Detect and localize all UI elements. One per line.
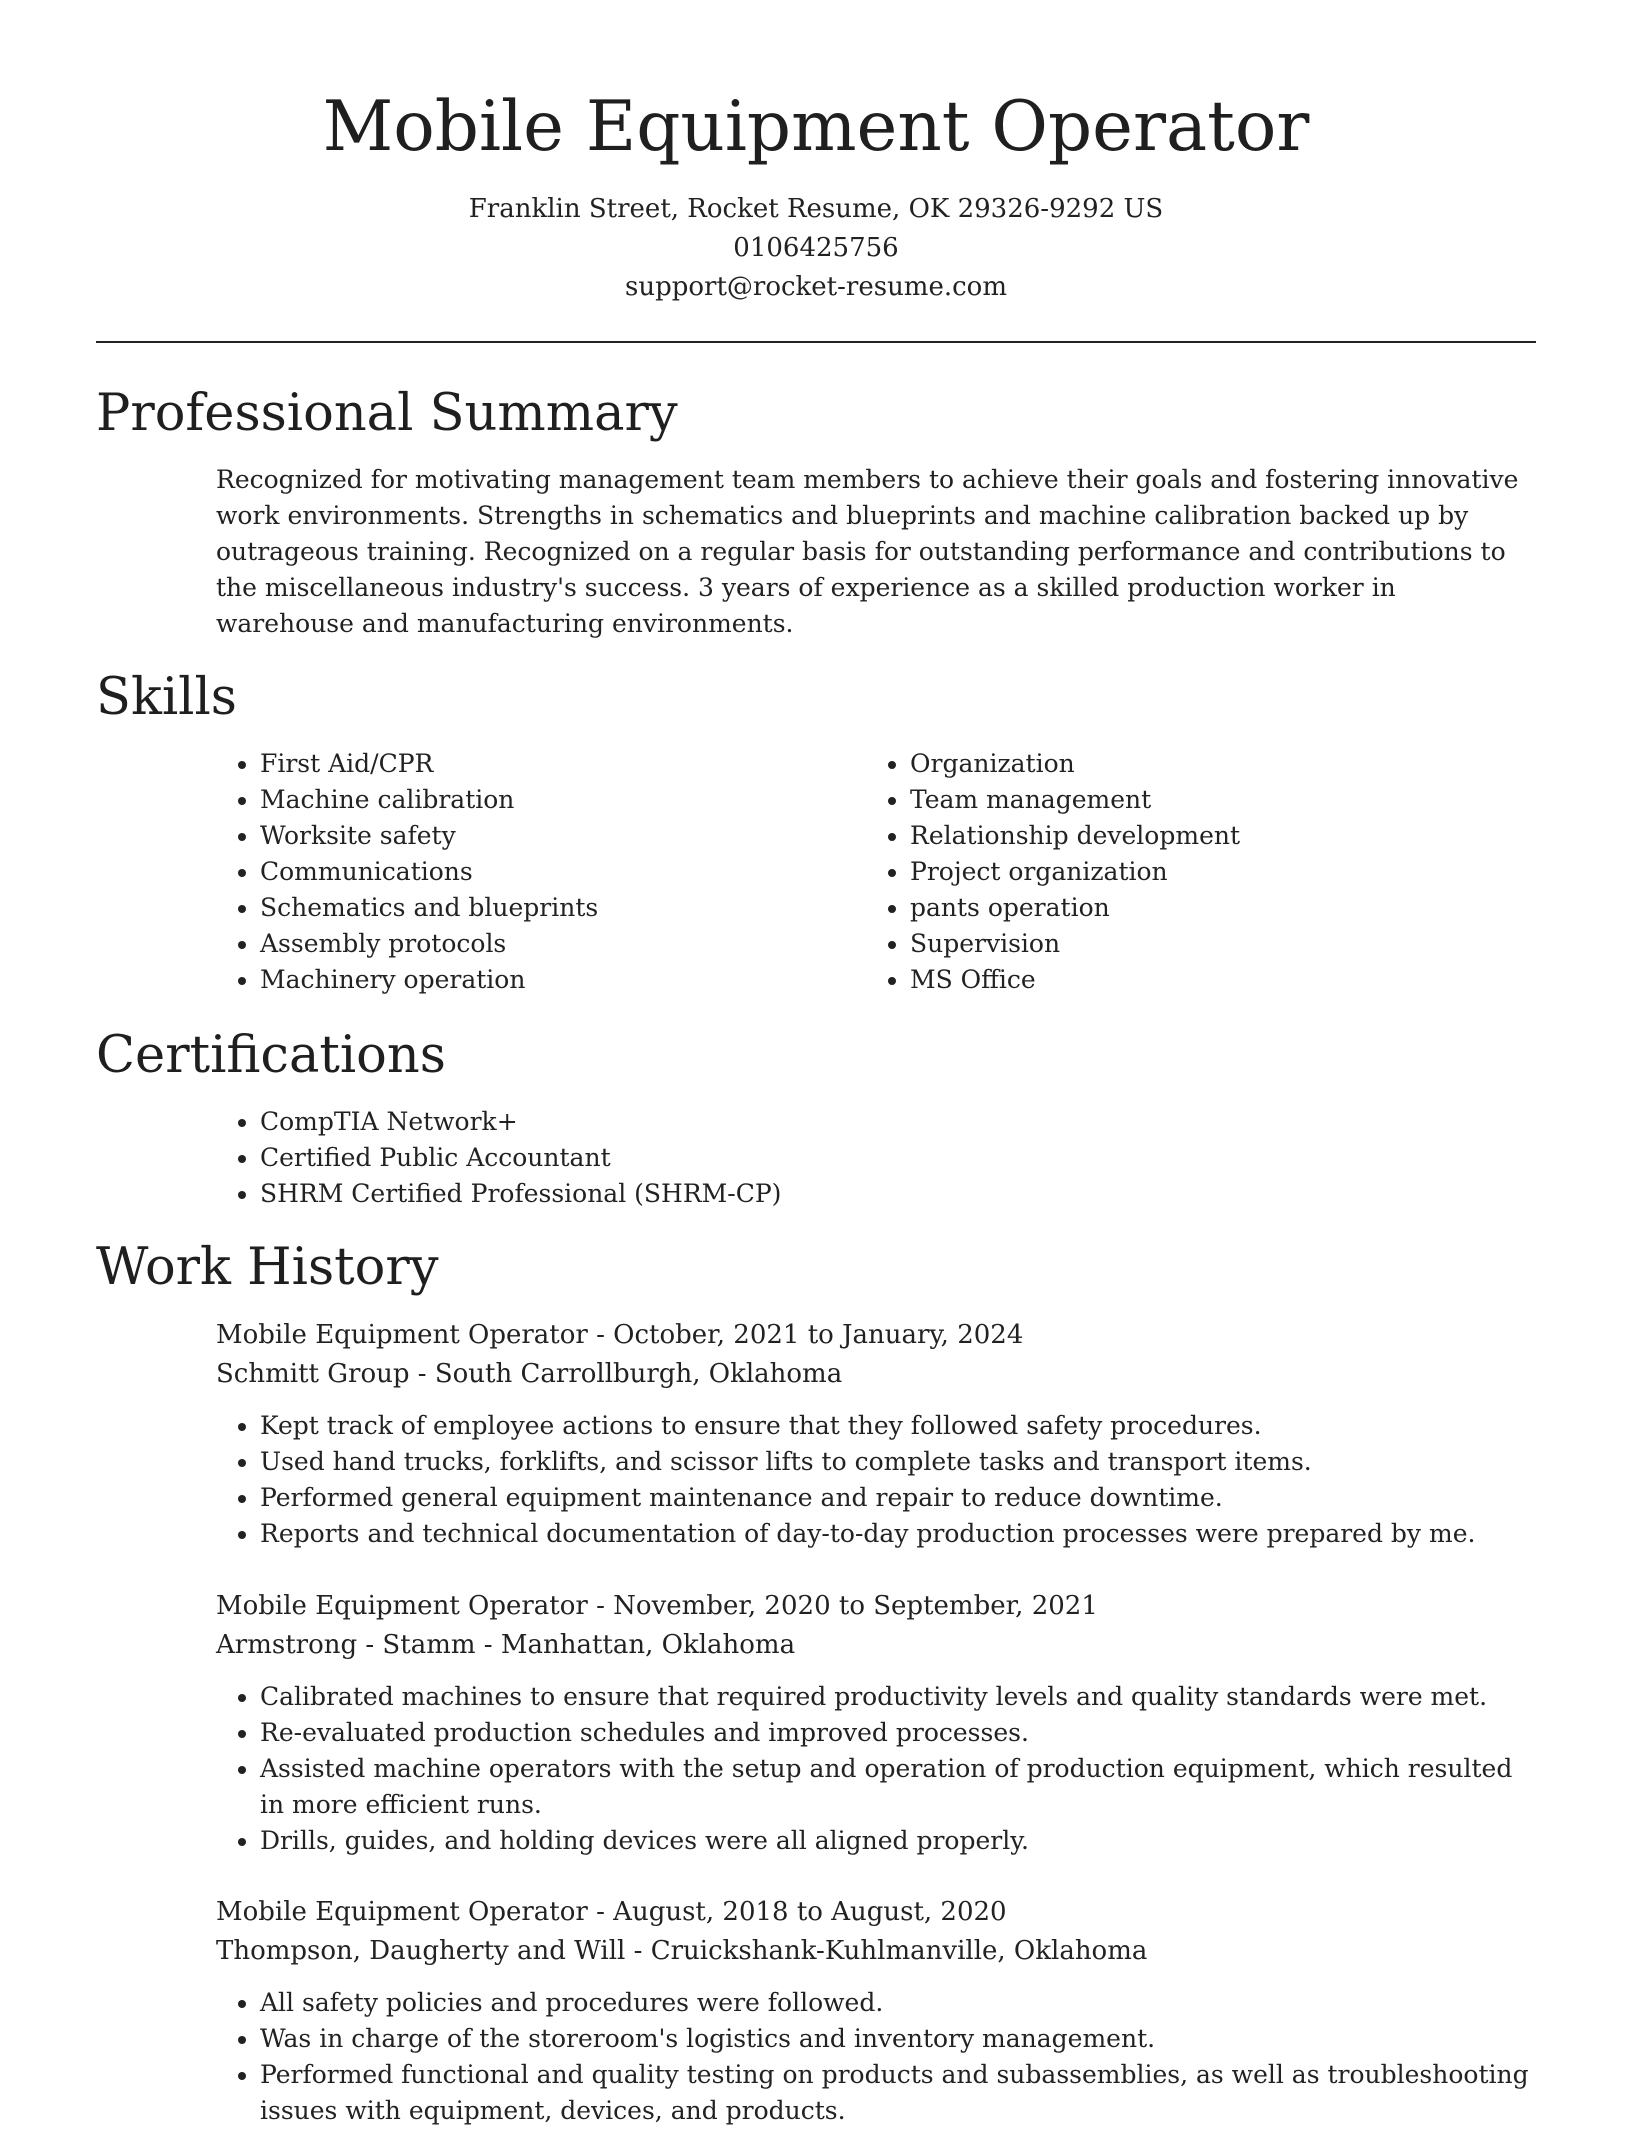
job-dates: August, 2018 to August, 2020 bbox=[613, 1897, 1007, 1927]
skill-item: • Relationship development bbox=[910, 818, 1536, 854]
section-title-work-history: Work History bbox=[96, 1238, 439, 1297]
job-entry bbox=[216, 1893, 1536, 2129]
job-title-line: Mobile Equipment Operator - August, 2018 to August, 2020 bbox=[216, 1897, 1007, 1927]
skill-item: • Machine calibration bbox=[260, 782, 836, 818]
job-company-line: Armstrong - Stamm - Manhattan, Oklahoma bbox=[216, 1630, 796, 1660]
skill-item: • Organization bbox=[910, 746, 1536, 782]
section-title-summary: Professional Summary bbox=[96, 384, 678, 443]
job-bullet: • Drills, guides, and holding devices were all aligned properly. bbox=[260, 1823, 1536, 1859]
job-dates: November, 2020 to September, 2021 bbox=[613, 1591, 1098, 1621]
job-bullet: • Kept track of employee actions to ensure that they followed safety procedures. bbox=[260, 1408, 1536, 1444]
job-bullet: • Performed general equipment maintenance and repair to reduce downtime. bbox=[260, 1480, 1536, 1516]
job-bullet: • All safety policies and procedures were followed. bbox=[260, 1985, 1536, 2021]
job-entry bbox=[216, 1316, 1536, 1552]
skill-item: • Worksite safety bbox=[260, 818, 836, 854]
skill-item: • Team management bbox=[910, 782, 1536, 818]
job-company: Armstrong - Stamm bbox=[216, 1630, 476, 1660]
job-bullets bbox=[216, 1679, 1536, 1859]
certification-item: • Certified Public Accountant bbox=[260, 1140, 781, 1176]
job-title-line: Mobile Equipment Operator - November, 2020 to September, 2021 bbox=[216, 1591, 1098, 1621]
section-title-certifications: Certifications bbox=[96, 1026, 446, 1085]
skill-item: • Machinery operation bbox=[260, 962, 836, 998]
job-company-line: Schmitt Group - South Carrollburgh, Oklahoma bbox=[216, 1359, 843, 1389]
job-role: Mobile Equipment Operator bbox=[216, 1320, 588, 1350]
skill-item: • Communications bbox=[260, 854, 836, 890]
job-location: South Carrollburgh, Oklahoma bbox=[434, 1359, 843, 1389]
job-dates: October, 2021 to January, 2024 bbox=[613, 1320, 1024, 1350]
job-location: Manhattan, Oklahoma bbox=[500, 1630, 796, 1660]
skill-item: • Project organization bbox=[910, 854, 1536, 890]
job-bullets bbox=[216, 1408, 1536, 1552]
section-title-skills: Skills bbox=[96, 668, 237, 727]
job-entry bbox=[216, 1587, 1536, 1859]
skills-list-right bbox=[866, 746, 1536, 998]
summary-text: Recognized for motivating management team members to achieve their goals and fostering innovative work environments. Strengths in schematics and blueprints and machine calibration backed up by outrageous training. Recognized on a regular basis for outstanding performance and contributions to the miscellaneous industry's success. 3 years of experience as a skilled production worker in warehouse and manufacturing environments. bbox=[216, 465, 1519, 638]
job-bullet: • Reports and technical documentation of day-to-day production processes were prepared by me. bbox=[260, 1516, 1536, 1552]
contact-address: Franklin Street, Rocket Resume, OK 29326-9292 US bbox=[468, 194, 1164, 224]
certification-item: • SHRM Certified Professional (SHRM-CP) bbox=[260, 1176, 781, 1212]
certification-item: • CompTIA Network+ bbox=[260, 1104, 781, 1140]
candidate-name: Mobile Equipment Operator bbox=[322, 87, 1310, 167]
job-title-line: Mobile Equipment Operator - October, 2021 to January, 2024 bbox=[216, 1320, 1024, 1350]
job-bullet: • Calibrated machines to ensure that required productivity levels and quality standards were met. bbox=[260, 1679, 1536, 1715]
job-role: Mobile Equipment Operator bbox=[216, 1897, 588, 1927]
skill-item: • Schematics and blueprints bbox=[260, 890, 836, 926]
job-bullet: • Used hand trucks, forklifts, and scissor lifts to complete tasks and transport items. bbox=[260, 1444, 1536, 1480]
skill-item: • First Aid/CPR bbox=[260, 746, 836, 782]
contact-block bbox=[0, 190, 1632, 307]
certifications-list bbox=[216, 1104, 781, 1212]
job-bullet: • Assisted machine operators with the setup and operation of production equipment, which resulted in more efficient runs. bbox=[260, 1751, 1536, 1823]
job-role: Mobile Equipment Operator bbox=[216, 1591, 588, 1621]
job-bullet: • Performed functional and quality testing on products and subassemblies, as well as troubleshooting issues with equipment, devices, and products. bbox=[260, 2057, 1536, 2129]
contact-phone: 0106425756 bbox=[733, 233, 899, 263]
contact-email: support@rocket-resume.com bbox=[624, 272, 1007, 302]
job-company: Schmitt Group bbox=[216, 1359, 410, 1389]
skills-list-left bbox=[216, 746, 836, 998]
certifications-block bbox=[216, 1104, 781, 1212]
job-bullet: • Re-evaluated production schedules and improved processes. bbox=[260, 1715, 1536, 1751]
job-company: Thompson, Daugherty and Will bbox=[216, 1936, 626, 1966]
skills-column-right bbox=[866, 746, 1536, 998]
job-company-line: Thompson, Daugherty and Will - Cruickshank-Kuhlmanville, Oklahoma bbox=[216, 1936, 1148, 1966]
header-divider bbox=[96, 341, 1536, 343]
skill-item: • pants operation bbox=[910, 890, 1536, 926]
skill-item: • Assembly protocols bbox=[260, 926, 836, 962]
job-bullet: • Was in charge of the storeroom's logistics and inventory management. bbox=[260, 2021, 1536, 2057]
job-location: Cruickshank-Kuhlmanville, Oklahoma bbox=[650, 1936, 1148, 1966]
skills-column-left bbox=[216, 746, 836, 998]
skill-item: • MS Office bbox=[910, 962, 1536, 998]
skill-item: • Supervision bbox=[910, 926, 1536, 962]
job-bullets bbox=[216, 1985, 1536, 2129]
